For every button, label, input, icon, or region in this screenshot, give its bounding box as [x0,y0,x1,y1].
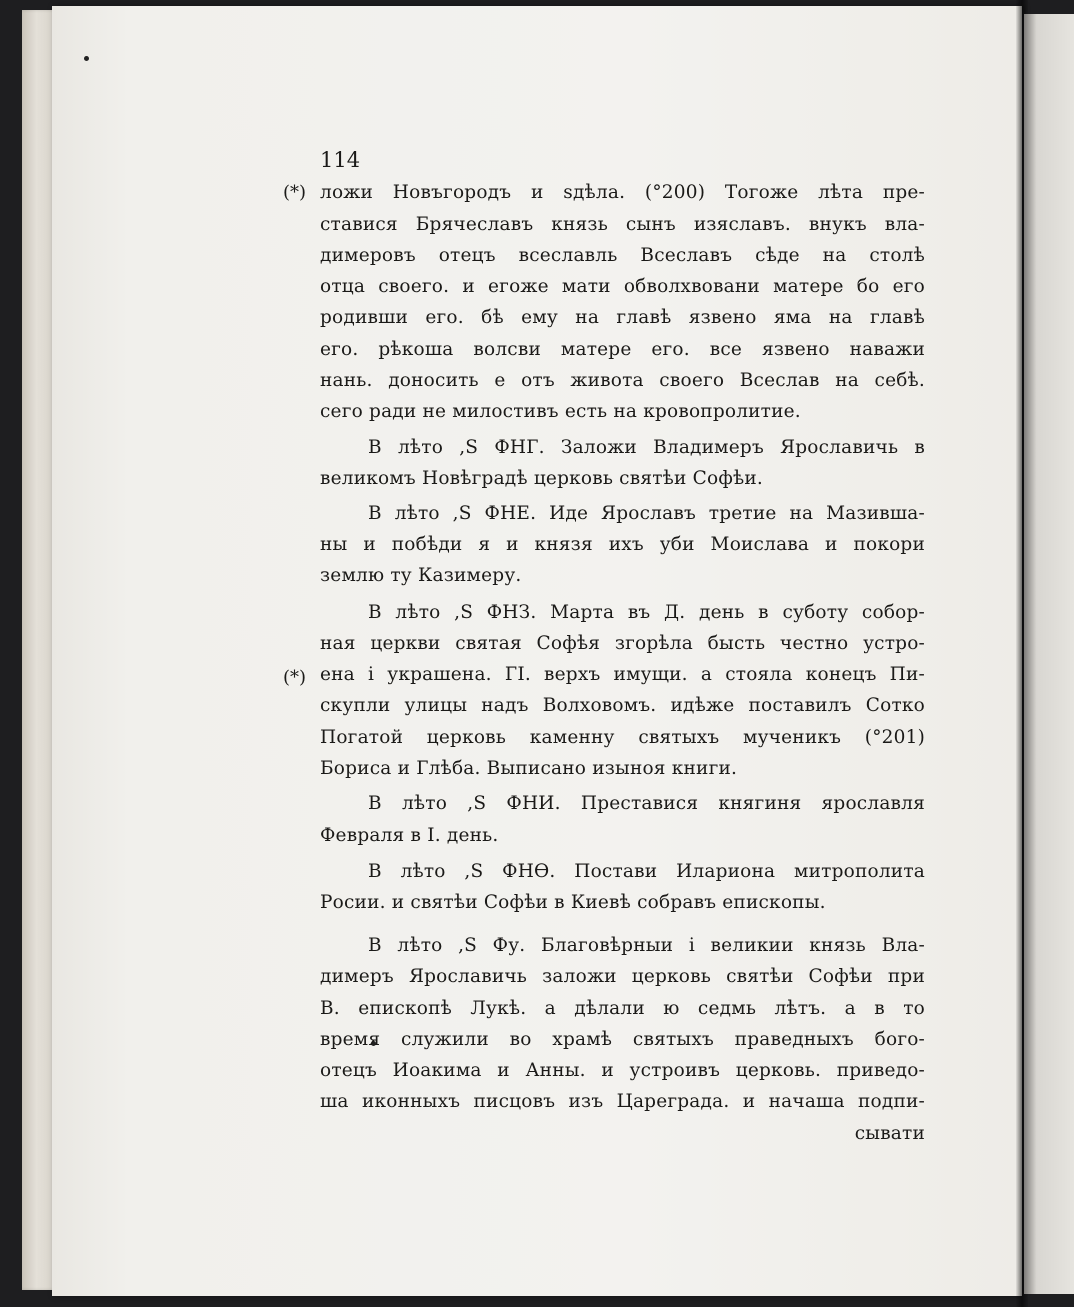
text-line: В лѣто ,Ѕ ФНИ. Преставися княгиня ярославля [368,793,925,814]
text-line: Погатой церковь каменну святыхъ мученикъ (°201) [320,727,925,748]
margin-note-marker: (*) [283,667,307,688]
text-line: Бориса и Глѣба. Выписано изыноя книги. [320,758,738,779]
text-line: В лѣто ,Ѕ Фу. Благовѣрныи і великии князь Вла- [368,935,925,956]
text-line: сего ради не милостивъ есть на кровопролитие. [320,401,801,422]
text-line: великомъ Новѣградѣ церковь святѣи Софѣи. [320,468,763,489]
text-line: ная церкви святая Софѣя згорѣла бысть честно устро- [320,633,925,654]
text-line: его. рѣкоша волсви матере его. все язвено наважи [320,339,925,360]
text-line: землю ту Казимеру. [320,565,522,586]
text-line: ны и побѣди я и князя ихъ уби Моислава и покори [320,534,925,555]
text-line: Росии. и святѣи Софѣи в Киевѣ собравъ епископы. [320,892,826,913]
text-line: отецъ Иоакима и Анны. и устроивъ церковь. приведо- [320,1060,925,1081]
text-line: ша иконныхъ писцовъ изъ Цареграда. и начаша подпи- [320,1091,925,1112]
text-line: димеръ Ярославичь заложи церковь святѣи Софѣи при [320,966,925,987]
text-line: нань. доносить е отъ живота своего Всеслав на себѣ. [320,370,925,391]
text-line: время служили во храмѣ святыхъ праведныхъ бого- [320,1029,925,1050]
text-line: ставися Брячеславъ князь сынъ изяславъ. внукъ вла- [320,214,925,235]
text-line: В. епископѣ Лукѣ. а дѣлали ю седмь лѣтъ. а в то [320,998,925,1019]
text-line: родивши его. бѣ ему на главѣ язвено яма на главѣ [320,307,925,328]
text-line: Февраля в І. день. [320,825,499,846]
text-line: ложи Новъгородъ и ѕдѣла. (°200) Тогоже лѣта пре- [320,182,925,203]
text-line: В лѣто ,Ѕ ФНЕ. Иде Ярославъ третие на Мазивша- [368,503,925,524]
ink-speck [84,56,89,61]
text-line: ена і украшена. ГІ. верхъ имущи. а стояла конецъ Пи- [320,664,925,685]
text-line: димеровъ отецъ всеславль Всеславъ сѣде на столѣ [320,245,925,266]
text-line: В лѣто ,Ѕ ФНГ. Заложи Владимеръ Ярославичь в [368,437,925,458]
text-line: В лѣто ,Ѕ ФНЗ. Марта въ Д. день в суботу собор- [368,602,925,623]
text-line: отца своего. и егоже мати обволхвовани матере бо его [320,276,925,297]
next-page-edge [1024,14,1074,1294]
text-line: В лѣто ,Ѕ ФНѲ. Постави Илариона митрополита [368,861,925,882]
catchword: сывати [854,1123,925,1144]
text-line: скупли улицы надъ Волховомъ. идѣже поставилъ Сотко [320,695,925,716]
page-number: 114 [320,148,361,172]
margin-note-marker: (*) [283,182,307,203]
